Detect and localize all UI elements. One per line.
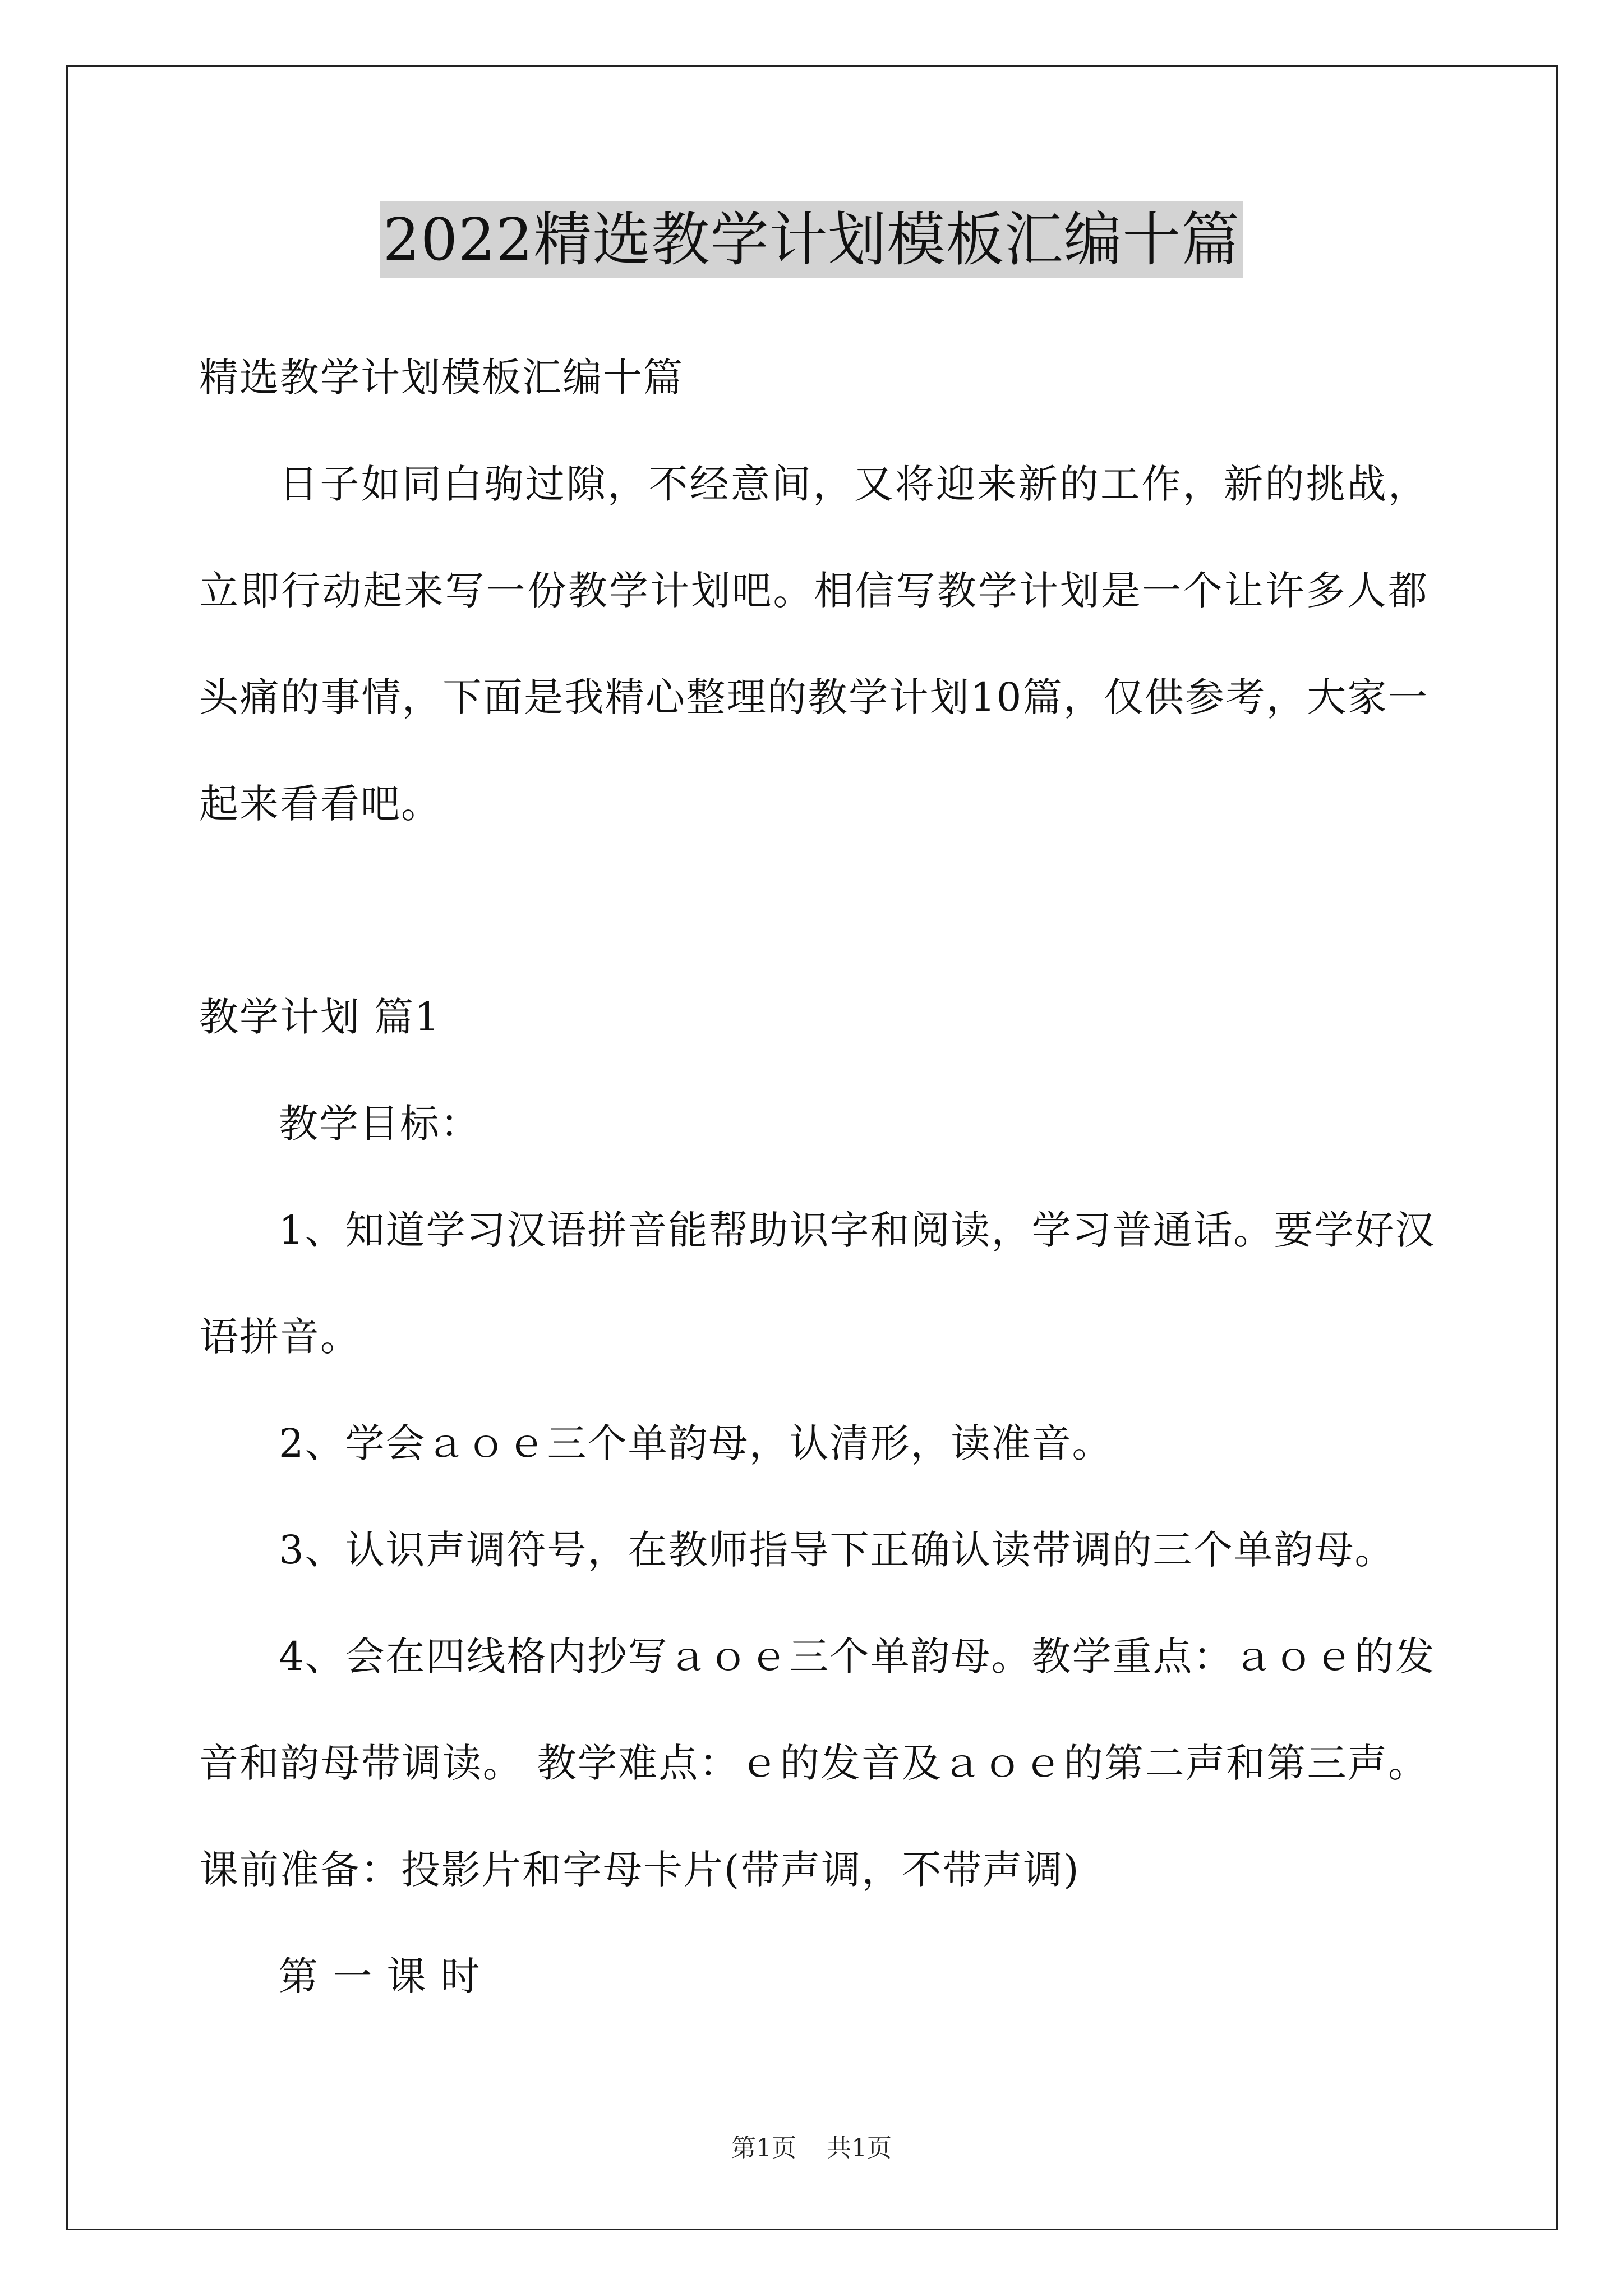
footer-total-pages: 共1页 [827, 2134, 892, 2162]
intro-line-1: 日子如同白驹过隙，不经意间，又将迎来新的工作，新的挑战， [279, 461, 1428, 507]
footer-page-number: 第1页 [731, 2134, 796, 2162]
page-footer [0, 2133, 1623, 2164]
objective-3: 3、认识声调符号，在教师指导下正确认读带调的三个单韵母。 [279, 1527, 1395, 1573]
objectives-label: 教学目标： [279, 1101, 481, 1147]
document-title: 2022精选教学计划模板汇编十篇 [380, 201, 1244, 278]
objective-2: 2、学会ａｏｅ三个单韵母，认清形，读准音。 [279, 1420, 1113, 1466]
intro-line-3: 头痛的事情，下面是我精心整理的教学计划10篇，仅供参考，大家一 [199, 674, 1428, 720]
lesson-heading: 第 一 课 时 [279, 1953, 481, 1999]
section-heading: 教学计划 篇1 [199, 994, 441, 1040]
objective-4-line-1: 4、会在四线格内抄写ａｏｅ三个单韵母。教学重点：ａｏｅ的发 [279, 1634, 1436, 1680]
objective-4-line-2: 音和韵母带调读。 教学难点：ｅ的发音及ａｏｅ的第二声和第三声。 [199, 1740, 1428, 1786]
objective-4-line-3: 课前准备：投影片和字母卡片(带声调，不带声调) [199, 1847, 1080, 1893]
objective-1-line-2: 语拼音。 [199, 1314, 361, 1360]
intro-line-2: 立即行动起来写一份教学计划吧。相信写教学计划是一个让许多人都 [199, 568, 1428, 614]
objective-1-line-1: 1、知道学习汉语拼音能帮助识字和阅读，学习普通话。要学好汉 [279, 1207, 1436, 1253]
document-subtitle: 精选教学计划模板汇编十篇 [199, 355, 684, 401]
intro-line-4: 起来看看吧。 [199, 781, 441, 827]
document-title-wrapper [0, 201, 1623, 278]
